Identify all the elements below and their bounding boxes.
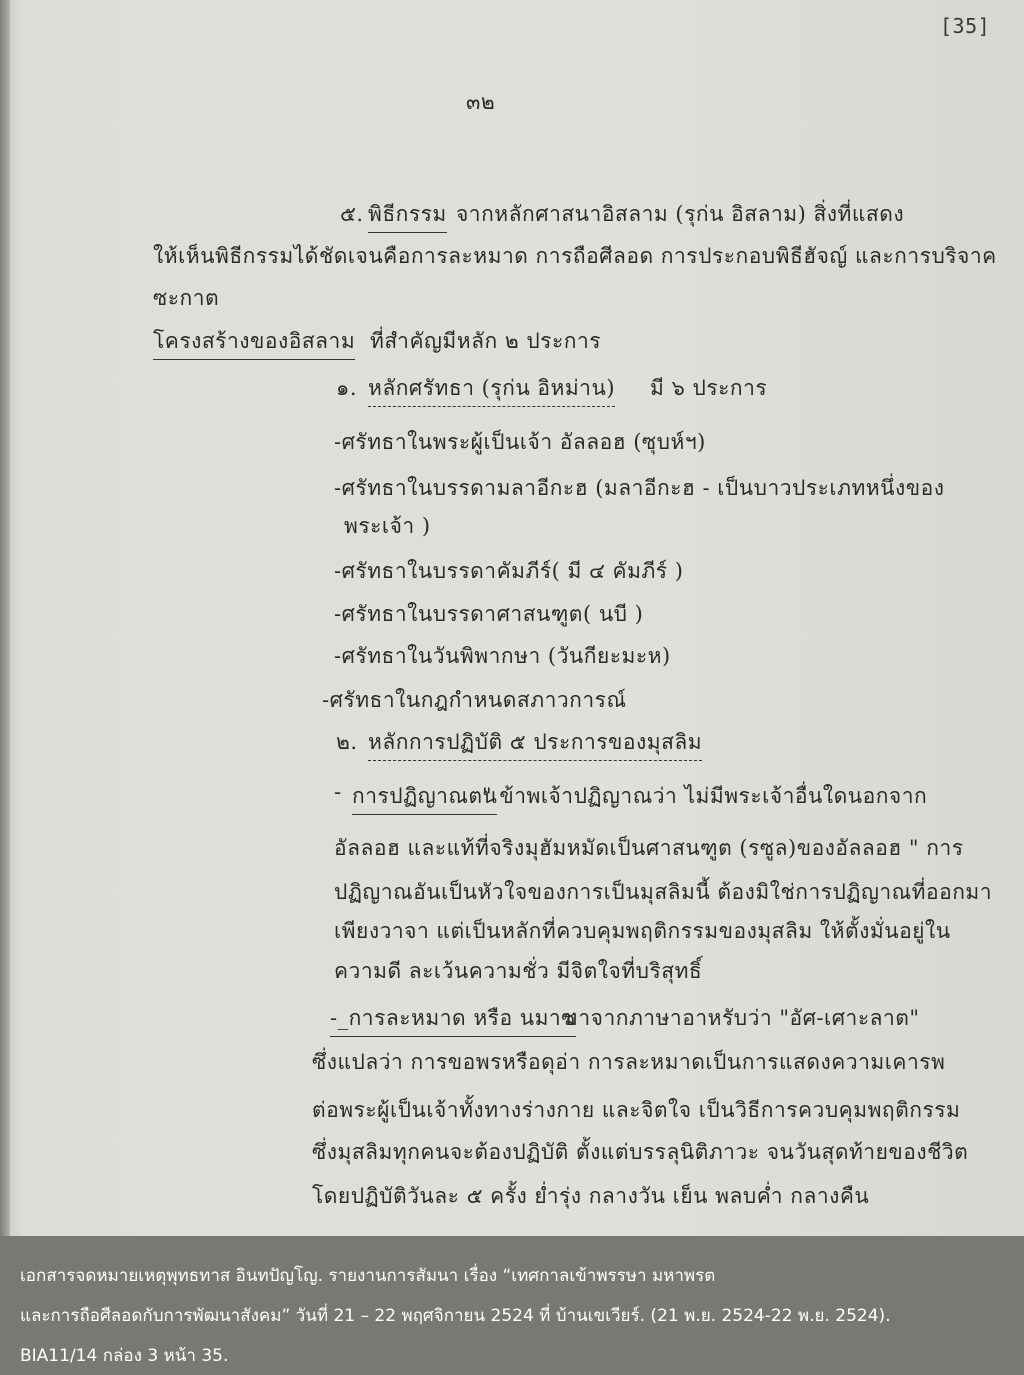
list-item: -ศรัทธาในบรรดาคัมภีร์( มี ๔ คัมภีร์ ) (334, 559, 684, 583)
text-line: มาจากภาษาอาหรับว่า "อัศ-เศาะลาต" (564, 1006, 920, 1030)
text-line: ให้เห็นพิธีกรรมได้ชัดเจนคือการละหมาด การถือศีลอด การประกอบพิธีฮัจญ์ และการบริจาค (153, 244, 997, 268)
list-item: -ศรัทธาในบรรดามลาอีกะฮ (มลาอีกะฮ - เป็นบาวประเภทหนึ่งของ (334, 476, 945, 500)
caption-line: เอกสารจดหมายเหตุพุทธทาส อินทปัญโญ. รายงานการสัมนา เรื่อง “เทศกาลเข้าพรรษา มหาพรต (20, 1266, 716, 1286)
list-item: -ศรัทธาในกฎกำหนดสภาวการณ์ (322, 688, 627, 712)
text-line: ที่สำคัญมีหลัก ๒ ประการ (370, 329, 602, 353)
text-line: ความดี ละเว้นความชั่ว มีจิตใจที่บริสุทธิ์ (334, 959, 703, 983)
page-binding-edge (0, 0, 10, 1236)
section-heading: -_การละหมาด หรือ นมาซ (330, 1002, 576, 1037)
text-line: ซะกาต (153, 286, 220, 310)
text-line: ซึ่งแปลว่า การขอพรหรือดุอ่า การละหมาดเป็นการแสดงความเคารพ (312, 1050, 946, 1074)
archive-caption (0, 1236, 1024, 1375)
page-number: ๓๒ (466, 90, 496, 114)
section-heading: โครงสร้างของอิสลาม (153, 325, 355, 360)
caption-line: BIA11/14 กล่อง 3 หน้า 35. (20, 1346, 229, 1366)
list-dash: - (334, 780, 342, 804)
text-line: ปฏิญาณอันเป็นหัวใจของการเป็นมุสลิมนี้ ต้องมิใช่การปฏิญาณที่ออกมา (334, 880, 993, 904)
text-line: ต่อพระผู้เป็นเจ้าทั้งทางร่างกาย และจิตใจ เป็นวิธีการควบคุมพฤติกรรม (312, 1098, 961, 1122)
section-heading: พิธีกรรม (368, 198, 447, 233)
list-item: -ศรัทธาในพระผู้เป็นเจ้า อัลลอฮ (ซุบห์ฯ) (334, 430, 706, 454)
item-number: ๒. (336, 730, 358, 754)
section-heading: หลักการปฏิบัติ ๕ ประการของมุสลิม (368, 726, 702, 761)
list-item: -ศรัทธาในบรรดาศาสนฑูต( นบี ) (334, 602, 644, 626)
text-line: จากหลักศาสนาอิสลาม (รุก่น อิสลาม) สิ่งที่แสดง (456, 202, 905, 226)
section-heading: การปฏิญาณตน (352, 780, 497, 815)
text-line: พระเจ้า ) (344, 514, 431, 538)
item-number: ๑. (336, 376, 358, 400)
text-line: โดยปฏิบัติวันละ ๕ ครั้ง ย่ำรุ่ง กลางวัน เย็น พลบค่ำ กลางคืน (312, 1184, 870, 1208)
text-line: มี ๖ ประการ (650, 376, 768, 400)
text-line: เพียงวาจา แต่เป็นหลักที่ควบคุมพฤติกรรมของมุสลิม ให้ตั้งมั่นอยู่ใน (334, 919, 951, 943)
text-line: อัลลอฮ และแท้ที่จริงมุฮัมหมัดเป็นศาสนฑูต (รซูล)ของอัลลอฮ " การ (334, 836, 964, 860)
item-number: ๕. (340, 202, 364, 226)
archive-page-number: [35] (940, 14, 991, 38)
caption-line: และการถือศีลอดกับการพัฒนาสังคม” วันที่ 21 – 22 พฤศจิกายน 2524 ที่ บ้านเขเวียร์. (21 พ.ย. 2524-22 พ.ย. 2524). (20, 1306, 891, 1326)
section-heading: หลักศรัทธา (รุก่น อิหม่าน) (368, 372, 615, 407)
list-item: -ศรัทธาในวันพิพากษา (วันกียะมะห) (334, 644, 671, 668)
text-line: ซึ่งมุสลิมทุกคนจะต้องปฏิบัติ ตั้งแต่บรรลุนิติภาวะ จนวันสุดท้ายของชีวิต (312, 1140, 969, 1164)
text-line: " ข้าพเจ้าปฏิญาณว่า ไม่มีพระเจ้าอื่นใดนอกจาก (482, 784, 928, 808)
